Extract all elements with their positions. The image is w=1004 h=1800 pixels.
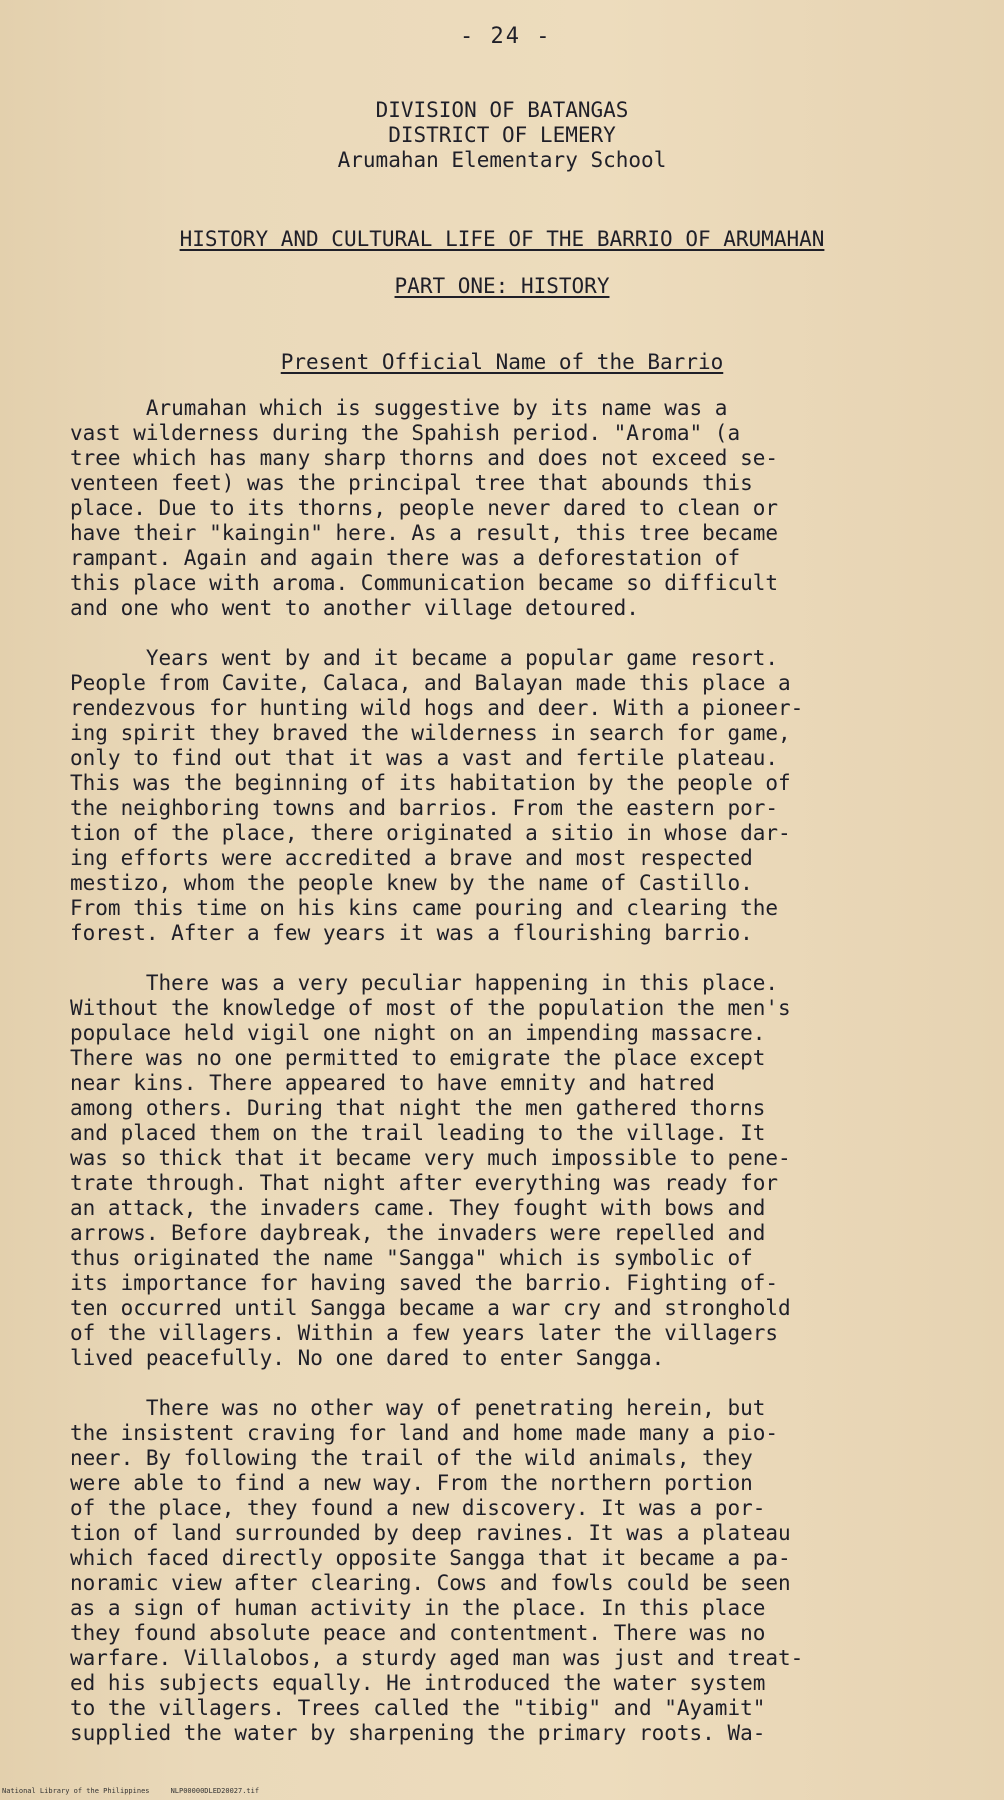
text-line: the neighboring towns and barrios. From the eastern por- xyxy=(70,796,779,820)
text-line: Arumahan which is suggestive by its name was a xyxy=(70,396,728,420)
text-line: tion of the place, there originated a sitio in whose dar- xyxy=(70,821,791,845)
text-line: Without the knowledge of most of the population the men's xyxy=(70,996,791,1020)
paragraph-4 xyxy=(70,1396,970,1746)
text-line: the insistent craving for land and home made many a pio- xyxy=(70,1421,779,1445)
header-district: DISTRICT OF LEMERY xyxy=(388,123,616,147)
paragraph-1 xyxy=(70,396,970,621)
text-line: have their "kaingin" here. As a result, this tree became xyxy=(70,521,779,545)
text-line: ing spirit they braved the wilderness in search for game, xyxy=(70,721,791,745)
text-line: rendezvous for hunting wild hogs and deer. With a pioneer- xyxy=(70,696,804,720)
text-line: neer. By following the trail of the wild animals, they xyxy=(70,1446,753,1470)
text-line: and one who went to another village detoured. xyxy=(70,596,639,620)
text-line: From this time on his kins came pouring and clearing the xyxy=(70,896,779,920)
text-line: as a sign of human activity in the place. In this place xyxy=(70,1596,766,1620)
text-line: noramic view after clearing. Cows and fowls could be seen xyxy=(70,1571,791,1595)
document-title: HISTORY AND CULTURAL LIFE OF THE BARRIO OF ARUMAHAN xyxy=(179,227,825,251)
header-school: Arumahan Elementary School xyxy=(337,148,667,172)
page-number: - 24 - xyxy=(460,24,552,49)
text-line: of the villagers. Within a few years later the villagers xyxy=(70,1321,779,1345)
text-line: only to find out that it was a vast and fertile plateau. xyxy=(70,746,779,770)
text-line: populace held vigil one night on an impending massacre. xyxy=(70,1021,766,1045)
text-line: arrows. Before daybreak, the invaders were repelled and xyxy=(70,1221,766,1245)
text-line: lived peacefully. No one dared to enter Sangga. xyxy=(70,1346,665,1370)
text-line: place. Due to its thorns, people never dared to clean or xyxy=(70,496,779,520)
text-line: This was the beginning of its habitation by the people of xyxy=(70,771,791,795)
text-line: of the place, they found a new discovery. It was a por- xyxy=(70,1496,766,1520)
text-line: There was a very peculiar happening in this place. xyxy=(70,971,779,995)
text-line: an attack, the invaders came. They fought with bows and xyxy=(70,1196,766,1220)
text-line: tion of land surrounded by deep ravines. It was a plateau xyxy=(70,1521,791,1545)
text-line: Years went by and it became a popular game resort. xyxy=(70,646,779,670)
text-line: warfare. Villalobos, a sturdy aged man was just and treat- xyxy=(70,1646,804,1670)
text-line: among others. During that night the men gathered thorns xyxy=(70,1096,766,1120)
text-line: There was no one permitted to emigrate the place except xyxy=(70,1046,766,1070)
text-line: which faced directly opposite Sangga that it became a pa- xyxy=(70,1546,791,1570)
document-header xyxy=(0,98,1004,173)
paragraph-2 xyxy=(70,646,970,946)
text-line: mestizo, whom the people knew by the name of Castillo. xyxy=(70,871,753,895)
text-line: this place with aroma. Communication became so difficult xyxy=(70,571,779,595)
text-line: rampant. Again and again there was a deforestation of xyxy=(70,546,741,570)
part-title: PART ONE: HISTORY xyxy=(394,274,610,298)
text-line: was so thick that it became very much impossible to pene- xyxy=(70,1146,791,1170)
text-line: near kins. There appeared to have emnity and hatred xyxy=(70,1071,715,1095)
text-line: they found absolute peace and contentment. There was no xyxy=(70,1621,766,1645)
section-title: Present Official Name of the Barrio xyxy=(280,350,724,374)
text-line: forest. After a few years it was a flourishing barrio. xyxy=(70,921,753,945)
text-line: venteen feet) was the principal tree that abounds this xyxy=(70,471,753,495)
text-line: ten occurred until Sangga became a war cry and stronghold xyxy=(70,1296,791,1320)
text-line: tree which has many sharp thorns and does not exceed se- xyxy=(70,446,779,470)
text-line: and placed them on the trail leading to the village. It xyxy=(70,1121,766,1145)
text-line: There was no other way of penetrating herein, but xyxy=(70,1396,766,1420)
text-line: supplied the water by sharpening the primary roots. Wa- xyxy=(70,1721,766,1745)
text-line: to the villagers. Trees called the "tibig" and "Ayamit" xyxy=(70,1696,766,1720)
text-line: People from Cavite, Calaca, and Balayan made this place a xyxy=(70,671,791,695)
body-text xyxy=(70,396,970,1771)
text-line: its importance for having saved the barrio. Fighting of- xyxy=(70,1271,779,1295)
text-line: ed his subjects equally. He introduced the water system xyxy=(70,1671,766,1695)
header-division: DIVISION OF BATANGAS xyxy=(375,98,629,122)
text-line: trate through. That night after everything was ready for xyxy=(70,1171,779,1195)
paragraph-3 xyxy=(70,971,970,1371)
text-line: ing efforts were accredited a brave and most respected xyxy=(70,846,753,870)
text-line: vast wilderness during the Spahish period. "Aroma" (a xyxy=(70,421,741,445)
text-line: thus originated the name "Sangga" which is symbolic of xyxy=(70,1246,753,1270)
scan-footer: National Library of the Philippines NLP00000DLED20027.tif xyxy=(2,1787,260,1795)
text-line: were able to find a new way. From the northern portion xyxy=(70,1471,753,1495)
